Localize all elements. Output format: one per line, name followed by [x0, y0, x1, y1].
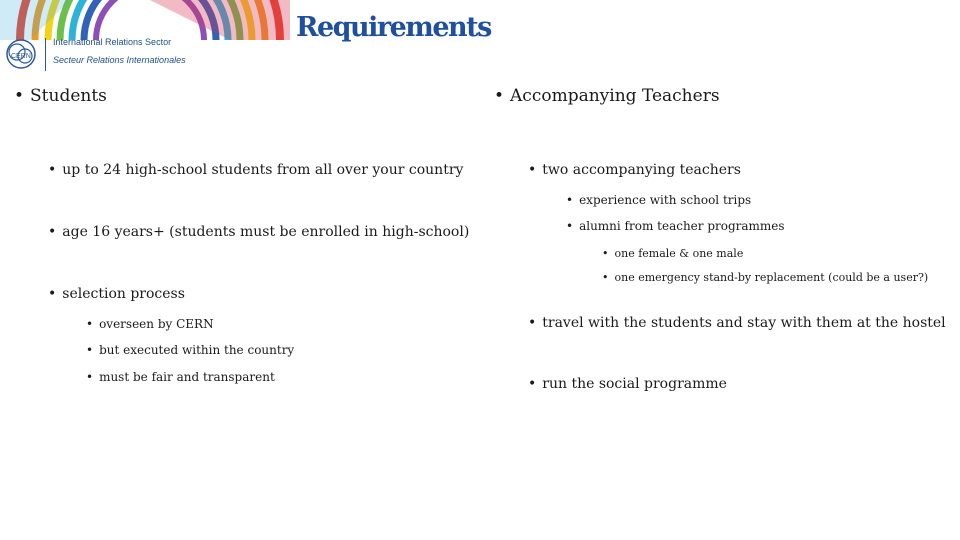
bullet: •: [86, 317, 94, 331]
bullet: •: [48, 286, 57, 302]
bullet: •: [48, 224, 57, 240]
sub-list-item: • must be fair and transparent: [86, 370, 275, 384]
bullet: •: [602, 271, 609, 284]
bullet: •: [14, 86, 25, 106]
bullet: •: [566, 219, 574, 233]
bullet: •: [528, 315, 537, 331]
list-item: • two accompanying teachers: [528, 162, 741, 178]
org-name-english: International Relations Sector: [53, 37, 172, 47]
students-heading: • Students: [14, 86, 107, 106]
bullet: •: [494, 86, 505, 106]
bullet: •: [86, 370, 94, 384]
sub-list-item: • alumni from teacher programmes: [566, 219, 785, 233]
sub-list-item: • overseen by CERN: [86, 317, 214, 331]
teachers-heading: • Accompanying Teachers: [494, 86, 720, 106]
list-item: • age 16 years+ (students must be enrolled in high-school): [48, 224, 470, 240]
bullet: •: [602, 247, 609, 260]
bullet: •: [528, 376, 537, 392]
list-item: • travel with the students and stay with them at the hostel: [528, 315, 946, 331]
bullet: •: [48, 162, 57, 178]
org-name-french: Secteur Relations Internationales: [53, 55, 186, 65]
list-item: • up to 24 high-school students from all over your country: [48, 162, 464, 178]
bullet: •: [528, 162, 537, 178]
colorful-arc-banner: [0, 0, 290, 40]
list-item: • selection process: [48, 286, 185, 302]
slide-title: Requirements: [296, 12, 491, 43]
sub-sub-list-item: • one female & one male: [602, 247, 744, 260]
bullet: •: [566, 193, 574, 207]
sub-sub-list-item: • one emergency stand-by replacement (could be a user?): [602, 271, 929, 284]
list-item: • run the social programme: [528, 376, 727, 392]
header-divider: [45, 38, 46, 71]
svg-text:CERN: CERN: [11, 53, 31, 60]
sub-list-item: • experience with school trips: [566, 193, 752, 207]
cern-logo-icon: [5, 38, 37, 70]
bullet: •: [86, 343, 94, 357]
sub-list-item: • but executed within the country: [86, 343, 295, 357]
